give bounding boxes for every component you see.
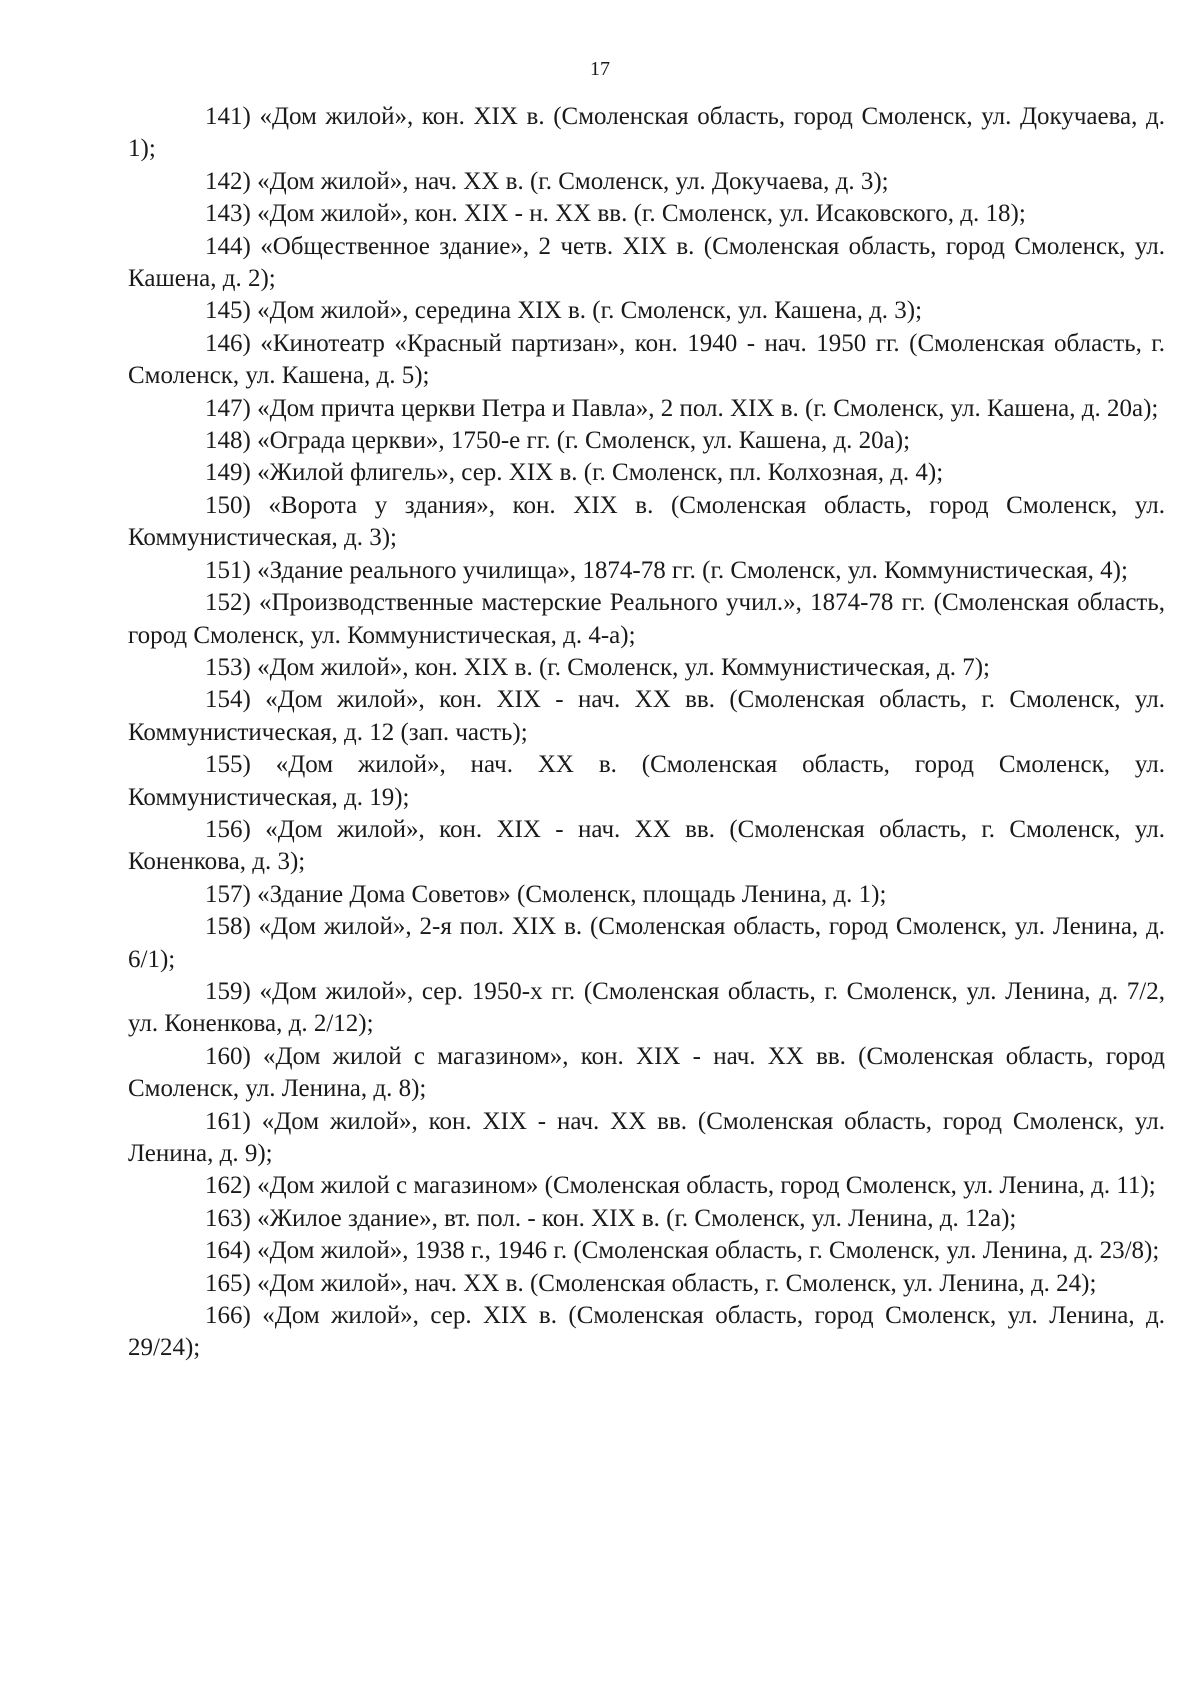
list-item: 165) «Дом жилой», нач. XX в. (Смоленская область, г. Смоленск, ул. Ленина, д. 24); — [205, 1269, 1097, 1297]
list-item: 155) «Дом жилой», нач. XX в. (Смоленская область, город Смоленск, ул. Коммунистическая, д. 19); — [128, 751, 1165, 811]
list-item: 147) «Дом причта церкви Петра и Павла», 2 пол. XIX в. (г. Смоленск, ул. Кашена, д. 20а); — [205, 394, 1159, 422]
list-item: 141) «Дом жилой», кон. XIX в. (Смоленская область, город Смоленск, ул. Докучаева, д. 1); — [128, 103, 1165, 163]
list-item: 154) «Дом жилой», кон. XIX - нач. XX вв. (Смоленская область, г. Смоленск, ул. Коммунистическая, д. 12 (зап. часть); — [128, 686, 1165, 746]
document-body — [128, 101, 1165, 1365]
list-item: 160) «Дом жилой с магазином», кон. XIX - нач. XX вв. (Смоленская область, город Смоленск, ул. Ленина, д. 8); — [128, 1042, 1165, 1103]
list-item: 153) «Дом жилой», кон. XIX в. (г. Смоленск, ул. Коммунистическая, д. 7); — [205, 653, 990, 681]
list-item: 143) «Дом жилой», кон. XIX - н. XX вв. (г. Смоленск, ул. Исаковского, д. 18); — [205, 200, 1026, 228]
list-item: 145) «Дом жилой», середина XIX в. (г. Смоленск, ул. Кашена, д. 3); — [205, 297, 923, 325]
list-item: 157) «Здание Дома Советов» (Смоленск, площадь Ленина, д. 1); — [205, 880, 887, 908]
list-item: 156) «Дом жилой», кон. XIX - нач. XX вв. (Смоленская область, г. Смоленск, ул. Коненкова, д. 3); — [128, 815, 1165, 876]
list-item: 150) «Ворота у здания», кон. XIX в. (Смоленская область, город Смоленск, ул. Коммунистическая, д. 3); — [128, 491, 1165, 552]
list-item: 146) «Кинотеатр «Красный партизан», кон. 1940 - нач. 1950 гг. (Смоленская область, г. Смоленск, ул. Кашена, д. 5); — [128, 329, 1165, 390]
list-item: 161) «Дом жилой», кон. XIX - нач. XX вв. (Смоленская область, город Смоленск, ул. Ленина, д. 9); — [128, 1107, 1165, 1167]
list-item: 159) «Дом жилой», сер. 1950-х гг. (Смоленская область, г. Смоленск, ул. Ленина, д. 7/2, ул. Коненкова, д. 2/12); — [128, 977, 1165, 1038]
list-item: 164) «Дом жилой», 1938 г., 1946 г. (Смоленская область, г. Смоленск, ул. Ленина, д. 23/8); — [205, 1237, 1160, 1265]
list-item: 151) «Здание реального училища», 1874-78 гг. (г. Смоленск, ул. Коммунистическая, 4); — [205, 556, 1128, 584]
list-item: 152) «Производственные мастерские Реального учил.», 1874-78 гг. (Смоленская область, город Смоленск, ул. Коммунистическая, д. 4-а); — [128, 589, 1165, 649]
list-item: 162) «Дом жилой с магазином» (Смоленская область, город Смоленск, ул. Ленина, д. 11); — [205, 1172, 1156, 1200]
list-item: 142) «Дом жилой», нач. XX в. (г. Смоленск, ул. Докучаева, д. 3); — [205, 167, 889, 195]
page-number: 17 — [590, 58, 610, 80]
list-item: 144) «Общественное здание», 2 четв. XIX в. (Смоленская область, город Смоленск, ул. Кашена, д. 2); — [128, 232, 1165, 293]
list-item: 148) «Ограда церкви», 1750-е гг. (г. Смоленск, ул. Кашена, д. 20а); — [205, 427, 911, 455]
list-item: 158) «Дом жилой», 2-я пол. XIX в. (Смоленская область, город Смоленск, ул. Ленина, д. 6/1); — [128, 913, 1165, 973]
list-item: 149) «Жилой флигель», сер. XIX в. (г. Смоленск, пл. Колхозная, д. 4); — [205, 459, 944, 487]
list-item: 166) «Дом жилой», сер. XIX в. (Смоленская область, город Смоленск, ул. Ленина, д. 29/24); — [128, 1302, 1165, 1362]
list-item: 163) «Жилое здание», вт. пол. - кон. XIX в. (г. Смоленск, ул. Ленина, д. 12а); — [205, 1204, 1017, 1232]
